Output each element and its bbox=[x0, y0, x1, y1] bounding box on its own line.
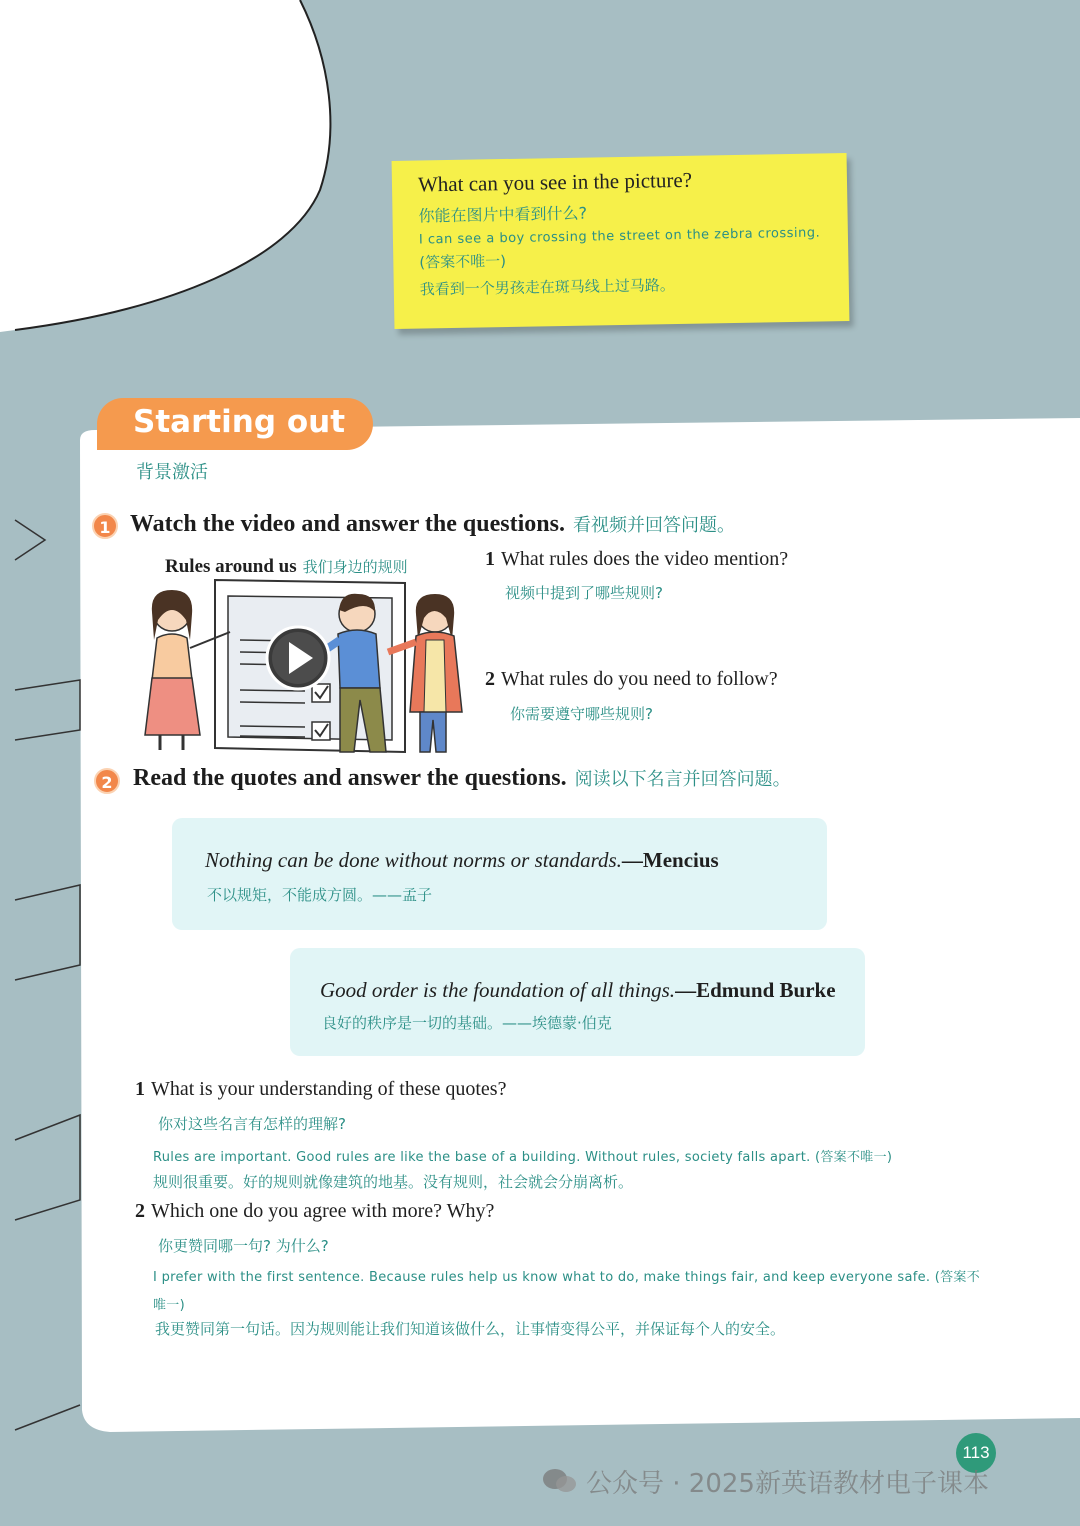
activity2-heading bbox=[133, 765, 791, 792]
quote-1-author: —Mencius bbox=[621, 848, 719, 872]
video-title-cn: 我们身边的规则 bbox=[302, 558, 408, 576]
question-text: Which one do you agree with more? Why? bbox=[151, 1200, 495, 1222]
activity2-answer-1-en: Rules are important. Good rules are like the base of a building. Without rules, society falls apart. (答案不唯一) bbox=[153, 1150, 893, 1165]
activity1-title: Watch the video and answer the questions. bbox=[130, 511, 565, 537]
quote-1-cn: 不以规矩，不能成方圆。——孟子 bbox=[207, 886, 433, 904]
activity1-title-cn: 看视频并回答问题。 bbox=[572, 515, 735, 536]
sticky-note bbox=[392, 153, 850, 329]
activity2-answer-1-cn: 规则很重要。好的规则就像建筑的地基。没有规则，社会就会分崩离析。 bbox=[153, 1173, 634, 1191]
activity2-title-cn: 阅读以下名言并回答问题。 bbox=[574, 769, 791, 790]
quote-1 bbox=[205, 848, 719, 873]
page-number-badge: 113 bbox=[956, 1433, 996, 1473]
activity2-question-1 bbox=[135, 1078, 506, 1101]
section-banner: Starting out bbox=[97, 398, 373, 450]
quote-2 bbox=[320, 978, 836, 1003]
activity1-question-1 bbox=[485, 548, 788, 571]
quote-2-author: —Edmund Burke bbox=[675, 978, 836, 1002]
question-number: 2 bbox=[485, 668, 495, 690]
activity2-answer-2-en-line2: 唯一) bbox=[153, 1298, 185, 1313]
sticky-answer-en: I can see a boy crossing the street on the zebra crossing. bbox=[418, 225, 821, 248]
activity-number-1: 1 bbox=[92, 513, 118, 539]
question-text: What rules does the video mention? bbox=[501, 548, 789, 570]
quote-1-text: Nothing can be done without norms or standards. bbox=[205, 848, 622, 872]
sticky-question-cn: 你能在图片中看到什么? bbox=[418, 203, 588, 226]
quote-2-cn: 良好的秩序是一切的基础。——埃德蒙·伯克 bbox=[322, 1014, 612, 1032]
quote-2-text: Good order is the foundation of all things. bbox=[320, 978, 676, 1002]
activity1-question-1-cn: 视频中提到了哪些规则? bbox=[505, 584, 663, 602]
sticky-answer-note: (答案不唯一) bbox=[419, 252, 507, 272]
play-button-graphic bbox=[267, 627, 329, 689]
activity2-title: Read the quotes and answer the questions. bbox=[133, 765, 567, 791]
question-number: 1 bbox=[135, 1078, 145, 1100]
question-text: What rules do you need to follow? bbox=[501, 668, 778, 690]
activity1-heading bbox=[130, 511, 735, 538]
activity2-answer-2-en-line1: I prefer with the first sentence. Because rules help us know what to do, make things fair, and keep everyone safe. (答案不 bbox=[153, 1270, 981, 1285]
activity2-question-2-cn: 你更赞同哪一句? 为什么? bbox=[158, 1237, 329, 1255]
sticky-answer-cn: 我看到一个男孩走在斑马线上过马路。 bbox=[419, 276, 675, 299]
question-number: 2 bbox=[135, 1200, 145, 1222]
section-subtitle: 背景激活 bbox=[136, 462, 208, 483]
activity2-question-2 bbox=[135, 1200, 494, 1223]
video-title bbox=[165, 556, 408, 578]
question-text: What is your understanding of these quotes? bbox=[151, 1078, 507, 1100]
video-title-en: Rules around us bbox=[165, 556, 297, 577]
question-number: 1 bbox=[485, 548, 495, 570]
sticky-question: What can you see in the picture? bbox=[417, 167, 693, 197]
activity2-answer-2-cn: 我更赞同第一句话。因为规则能让我们知道该做什么，让事情变得公平，并保证每个人的安全。 bbox=[155, 1320, 786, 1338]
quote-box-1 bbox=[172, 818, 827, 930]
activity2-question-1-cn: 你对这些名言有怎样的理解? bbox=[158, 1115, 346, 1133]
activity-number-2: 2 bbox=[94, 768, 120, 794]
wechat-icon bbox=[540, 1466, 580, 1496]
activity1-question-2-cn: 你需要遵守哪些规则? bbox=[510, 705, 653, 723]
watermark-text: 公众号 · 2025新英语教材电子课本 bbox=[586, 1469, 989, 1499]
activity1-question-2 bbox=[485, 668, 778, 691]
